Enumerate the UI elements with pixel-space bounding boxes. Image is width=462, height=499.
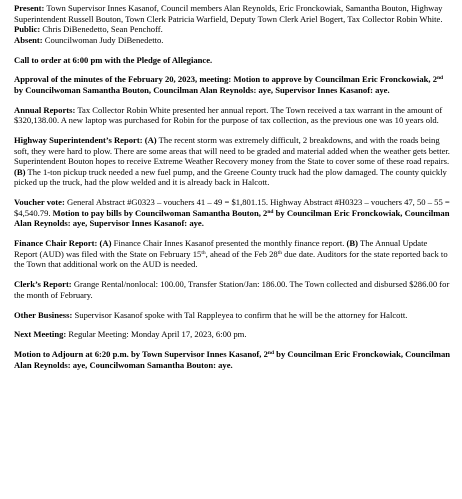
annual-reports-paragraph bbox=[14, 105, 452, 126]
finance-report-text-3: , ahead of the Feb 28 bbox=[205, 248, 278, 259]
voucher-vote-paragraph bbox=[14, 197, 452, 229]
adjourn-ordinal: nd bbox=[267, 350, 275, 357]
present-list: Town Supervisor Innes Kasanof, Council members Alan Reynolds, Eric Fronckowiak, Samantha Bouton, Highway Superintendent Russell Bouton, Town Clerk Patricia Warfield, Deputy Town Clerk Ariel Bogert, Tax Collector Robin White. bbox=[14, 3, 443, 24]
voucher-motion-1: Motion to pay bills by Councilwoman Samantha Bouton, 2 bbox=[52, 207, 268, 218]
approval-text-1: Approval of the minutes of the February 20, 2023, meeting: Motion to approve by Councilman Eric Fronckowiak, 2 bbox=[14, 74, 437, 85]
finance-report-text-4: due date. Auditors for the state reported back to the Town that additional work on the AUD is needed. bbox=[14, 248, 448, 270]
voucher-vote-text: General Abstract #G0323 – vouchers 41 – 49 = $1,801.15. Highway Abstract #H0323 – vouchers 47, 50 – 55 = $4,540.79. bbox=[14, 197, 450, 218]
voucher-motion-ordinal: nd bbox=[267, 208, 274, 215]
other-business-paragraph bbox=[14, 310, 452, 321]
adjourn-text-1: Motion to Adjourn at 6:20 p.m. by Town Supervisor Innes Kasanof, 2 bbox=[14, 349, 268, 360]
annual-reports-label: Annual Reports: bbox=[14, 104, 76, 115]
highway-report-paragraph bbox=[14, 135, 452, 188]
highway-report-b-marker: (B) bbox=[14, 166, 26, 177]
public-list: Chris DiBenedetto, Sean Penchoff. bbox=[40, 24, 163, 35]
next-meeting-paragraph bbox=[14, 329, 452, 340]
finance-report-ordinal-1: th bbox=[201, 249, 206, 256]
absent-list: Councilwoman Judy DiBenedetto. bbox=[42, 34, 164, 45]
adjourn-paragraph bbox=[14, 349, 452, 370]
clerk-report-label: Clerk’s Report: bbox=[14, 279, 72, 290]
finance-report-a-marker: (A) bbox=[97, 238, 112, 249]
approval-text-2: by Councilwoman Samantha Bouton, Councilman Alan Reynolds: aye, Supervisor Innes Kasanof: aye. bbox=[14, 84, 390, 95]
finance-report-text-2: The Annual Update Report (AUD) was filed with the State on February 15 bbox=[14, 238, 428, 259]
annual-reports-text: Tax Collector Robin White presented her annual report. The Town received a tax warrant in the amount of $320,138.00. A new laptop was purchased for Robin for the purpose of tax collection, as the previous one was 10 years old. bbox=[14, 104, 443, 126]
highway-report-text-1: The recent storm was extremely difficult, 2 breakdowns, and with the roads being soft, they were hard to plow. There are some areas that will need to be graded and material added when the weather gets better. Superintendent Bouton hopes to receive Extreme Weather Recovery money from the State to cover some of these road repairs. bbox=[14, 135, 450, 167]
next-meeting-text: Regular Meeting: Monday April 17, 2023, 6:00 pm. bbox=[66, 329, 247, 340]
clerk-report-paragraph bbox=[14, 279, 452, 300]
call-to-order-paragraph: Call to order at 6:00 pm with the Pledge of Allegiance. bbox=[14, 54, 213, 65]
finance-report-b-marker: (B) bbox=[346, 238, 359, 249]
other-business-text: Supervisor Kasanof spoke with Tal Rappleyea to confirm that he will be the attorney for Halcott. bbox=[72, 309, 408, 320]
adjourn-text-2: by Councilman Eric Fronckowiak, Councilman Alan Reynolds: aye, Councilwoman Samantha Bouton: aye. bbox=[14, 349, 451, 370]
finance-report-ordinal-2: th bbox=[277, 249, 282, 256]
present-label: Present: bbox=[14, 3, 45, 13]
finance-report-paragraph bbox=[14, 238, 452, 270]
highway-report-text-2: The 1-ton pickup truck needed a new fuel pump, and the Greene County truck had the plow damaged. The county quickly picked up the truck, had the plow welded and it is already back in Halcott. bbox=[14, 166, 447, 188]
next-meeting-label: Next Meeting: bbox=[14, 329, 67, 340]
absent-label: Absent: bbox=[14, 34, 43, 45]
finance-report-label: Finance Chair Report: bbox=[14, 238, 98, 249]
voucher-motion-2: by Councilman Eric Fronckowiak, Councilman Alan Reynolds: aye, Supervisor Innes Kasanof: aye. bbox=[14, 207, 450, 229]
other-business-label: Other Business: bbox=[14, 309, 73, 320]
approval-ordinal: nd bbox=[437, 75, 444, 82]
approval-paragraph bbox=[14, 74, 452, 95]
highway-report-label: Highway Superintendent’s Report: (A) bbox=[14, 135, 157, 146]
public-label: Public: bbox=[14, 24, 41, 35]
attendance-paragraph bbox=[14, 3, 452, 45]
finance-report-text-1: Finance Chair Innes Kasanof presented the monthly finance report. bbox=[111, 238, 347, 249]
voucher-vote-label: Voucher vote: bbox=[14, 197, 65, 208]
clerk-report-text: Grange Rental/nonlocal: 100.00, Transfer Station/Jan: 186.00. The Town collected and disbursed $286.00 for the month of February. bbox=[14, 279, 450, 300]
